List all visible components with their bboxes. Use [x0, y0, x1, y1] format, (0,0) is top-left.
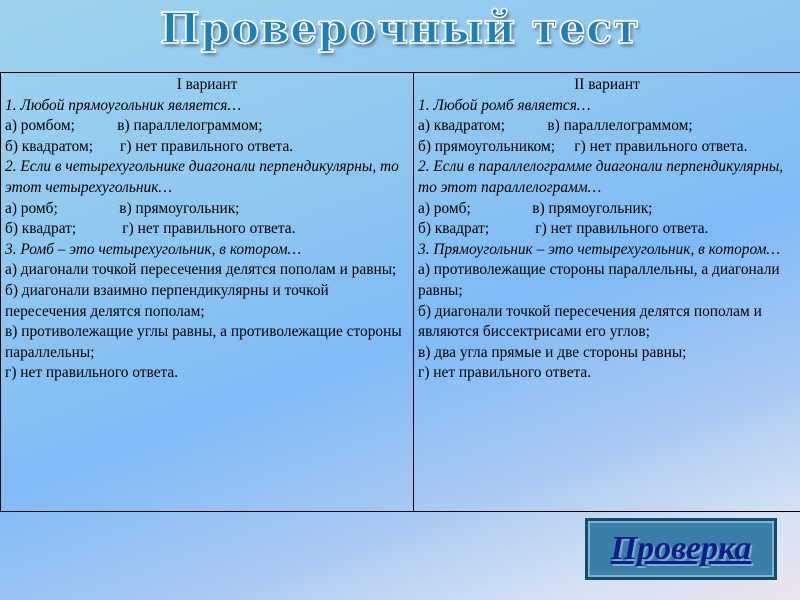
v2-q3-option-c: в) два угла прямые и две стороны равны;: [418, 343, 687, 361]
v2-q3-option-d: г) нет правильного ответа.: [418, 364, 592, 382]
v1-q2-options-line-2: б) квадрат; г) нет правильного ответа.: [5, 220, 296, 238]
v1-q3-option-d: г) нет правильного ответа.: [5, 364, 179, 382]
v1-q3-option-a: а) диагонали точкой пересечения делятся пополам и равны;: [5, 261, 397, 279]
v1-q1-options-line-2: б) квадратом; г) нет правильного ответа.: [5, 137, 294, 155]
v1-q3-option-b: б) диагонали взаимно перпендикулярны и точкой пересечения делятся пополам;: [5, 281, 329, 320]
v1-q2-options-line-1: а) ромб; в) прямоугольник;: [5, 199, 240, 217]
v2-question-1: 1. Любой ромб является…: [418, 96, 591, 114]
variant-1-heading: I вариант: [176, 76, 238, 93]
v2-q3-option-b: б) диагонали точкой пересечения делятся пополам и являются биссектрисами его углов;: [418, 302, 762, 341]
v2-q2-options-line-1: а) ромб; в) прямоугольник;: [418, 199, 653, 217]
v2-q3-option-a: а) противолежащие стороны параллельны, а диагонали равны;: [418, 261, 780, 299]
variant-2-cell: [414, 73, 800, 512]
quiz-table: [0, 72, 800, 512]
v2-q1-options-line-2: б) прямоугольником; г) нет правильного ответа.: [418, 137, 748, 155]
v1-q1-options-line-1: а) ромбом; в) параллелограммом;: [5, 117, 263, 135]
v2-q2-options-line-2: б) квадрат; г) нет правильного ответа.: [418, 220, 709, 238]
v2-question-2: 2. Если в параллелограмме диагонали перпендикулярны, то этот параллелограмм…: [418, 158, 784, 196]
page-title: Проверочный тест: [159, 4, 641, 53]
v2-q1-options-line-1: а) квадратом; в) параллелограммом;: [418, 117, 693, 135]
v2-question-3: 3. Прямоугольник – это четырехугольник, в котором…: [418, 240, 781, 258]
variant-2-heading: II вариант: [574, 76, 640, 93]
v1-question-2: 2. Если в четырехугольнике диагонали перпендикулярны, то этот четырехугольник…: [5, 158, 399, 196]
check-button-label[interactable]: Проверка: [610, 530, 752, 567]
table-row: [1, 73, 800, 512]
variant-1-cell: [1, 73, 414, 512]
v1-question-3: 3. Ромб – это четырехугольник, в котором…: [5, 240, 302, 258]
check-button[interactable]: [585, 518, 777, 580]
v1-q3-option-c: в) противолежащие углы равны, а противолежащие стороны параллельны;: [5, 323, 402, 361]
v1-question-1: 1. Любой прямоугольник является…: [5, 96, 242, 114]
